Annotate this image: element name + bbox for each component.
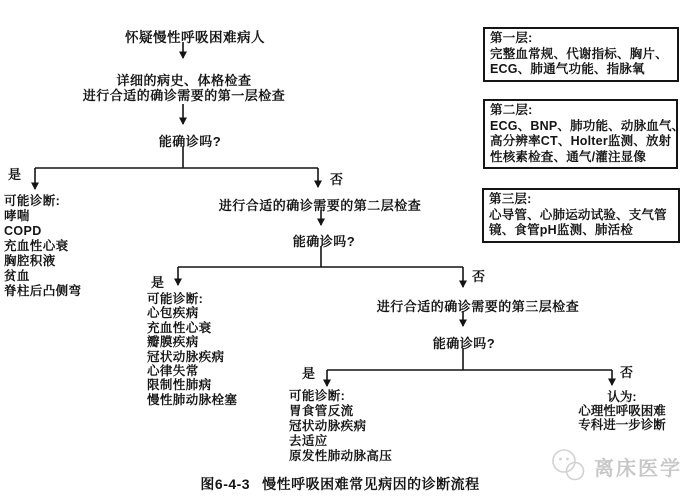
diagnosis-item: 慢性肺动脉栓塞 — [147, 392, 238, 407]
diagnosis-item: 冠状动脉疾病 — [147, 349, 225, 364]
figure-caption — [200, 474, 479, 494]
tier2-test-node: 进行合适的确诊需要的第二层检查 — [218, 198, 422, 213]
diagnosis-list-2 — [147, 292, 237, 407]
tier2-legend-line: 性核素检查、通气/灌注显像 — [490, 149, 647, 164]
start-node: 怀疑慢性呼吸困难病人 — [125, 30, 265, 45]
diagnosis-list-1 — [4, 194, 81, 299]
branch3-yes-label: 是 — [302, 366, 316, 381]
diagnosis-item: 充血性心衰 — [147, 320, 212, 335]
tier3-legend-line: 心导管、心肺运动试验、支气管 — [489, 207, 667, 222]
tier2-legend-title: 第二层: — [490, 103, 533, 117]
diagnosis-item: 心包疾病 — [147, 306, 199, 321]
diagnosis-item: 去适应 — [289, 434, 328, 448]
diagnosis-item: COPD — [4, 224, 42, 238]
tier2-legend-line: ECG、BNP、肺功能、动脉血气、 — [490, 118, 685, 133]
watermark-text: 离床医学 — [594, 458, 682, 480]
diagnosis-item: 冠状动脉疾病 — [289, 419, 367, 433]
tier1-legend-line: 完整血常规、代谢指标、胸片、 — [490, 46, 668, 61]
branch1-no-label: 否 — [330, 172, 344, 187]
diagnosis-item: 原发性肺动脉高压 — [289, 449, 393, 463]
diagnosis-list-title: 可能诊断: — [147, 292, 204, 306]
diagnosis-item: 瓣膜疾病 — [147, 335, 199, 350]
question2-node: 能确诊吗? — [292, 234, 356, 249]
diagnosis-item: 胃食管反流 — [289, 404, 354, 418]
tier3-legend-line: 镜、食管pH监测、肺活检 — [489, 223, 634, 237]
history-exam-line2: 进行合适的确诊需要的第一层检查 — [82, 88, 286, 103]
branch1-yes-label: 是 — [8, 167, 22, 182]
diagnosis-list-title: 可能诊断: — [4, 194, 61, 208]
diagnosis-item: 脊柱后凸侧弯 — [4, 284, 82, 298]
diagnosis-item: 充血性心衰 — [4, 239, 69, 253]
tier3-legend-box — [482, 188, 680, 243]
tier1-legend-line: ECG、肺通气功能、指脉氧 — [490, 62, 645, 76]
tier2-legend-box — [483, 99, 685, 169]
consider-item: 心理性呼吸困难 — [578, 403, 666, 418]
branch2-no-label: 否 — [472, 269, 486, 284]
tier3-legend-title: 第三层: — [489, 192, 532, 206]
watermark — [546, 444, 686, 494]
branch3-no-label: 否 — [620, 365, 634, 380]
history-exam-line1: 详细的病史、体格检查 — [116, 73, 252, 88]
figure-caption-label: 图6-4-3 — [200, 476, 251, 492]
tier1-legend-title: 第一层: — [490, 31, 533, 45]
diagnosis-item: 贫血 — [4, 269, 30, 283]
consider-node — [578, 391, 666, 432]
history-exam-node — [83, 73, 286, 103]
diagnosis-item: 哮喘 — [4, 209, 30, 223]
figure-caption-title: 慢性呼吸困难常见病因的诊断流程 — [262, 476, 480, 492]
question3-node: 能确诊吗? — [432, 336, 496, 351]
diagnosis-list-title: 可能诊断: — [289, 389, 346, 403]
diagnosis-item: 限制性肺病 — [147, 378, 212, 393]
consider-item: 专科进一步诊断 — [578, 417, 666, 432]
consider-title: 认为: — [607, 390, 637, 404]
diagnosis-item: 心律失常 — [147, 364, 199, 379]
tier3-test-node: 进行合适的确诊需要的第三层检查 — [376, 299, 580, 314]
question1-node: 能确诊吗? — [158, 134, 222, 149]
tier2-legend-line: 高分辨率CT、Holter监测、放射 — [490, 134, 672, 148]
chat-mascot-icon — [546, 444, 592, 490]
diagnosis-list-3 — [289, 389, 392, 464]
branch2-yes-label: 是 — [151, 275, 165, 290]
diagnosis-item: 胸腔积液 — [4, 254, 56, 268]
tier1-legend-box — [483, 27, 679, 82]
